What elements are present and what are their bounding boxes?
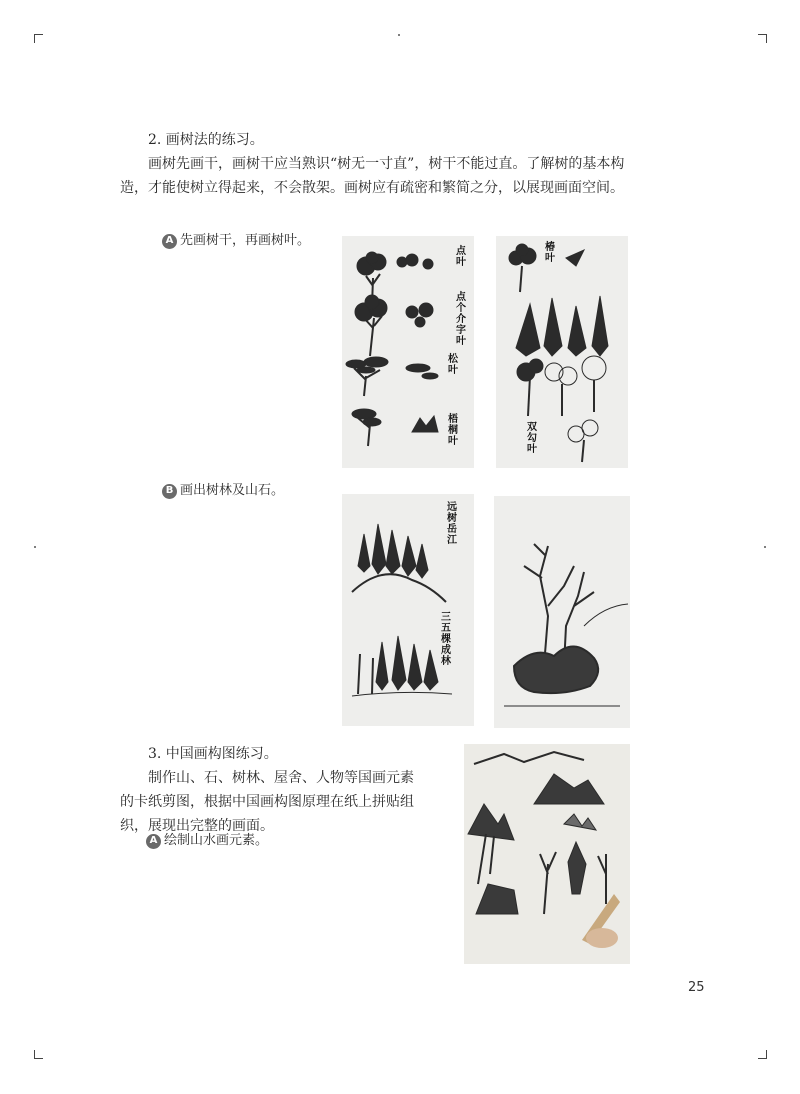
crop-mark-top-left <box>34 34 43 43</box>
registration-dot-right <box>764 546 766 548</box>
caption-a-text: 先画树干，再画树叶。 <box>180 233 311 248</box>
caption-a-badge: A <box>162 234 177 249</box>
forest-study-panel <box>342 494 474 726</box>
registration-dot-left <box>34 546 36 548</box>
caption-b-text: 画出树林及山石。 <box>180 483 285 498</box>
label-yuan-shu-yue-jiang: 远树岳江 <box>447 502 457 546</box>
section-3-line-3: 织，展现出完整的画面。 <box>120 818 274 834</box>
label-shuang-gou-ye: 双勾叶 <box>527 422 537 455</box>
label-san-wu-ke-cheng-lin: 三五棵成林 <box>441 612 451 667</box>
tree-leaf-study-panel-1 <box>342 236 474 468</box>
section-3-heading: 3. 中国画构图练习。 <box>148 746 278 762</box>
label-dian-ye: 点叶 <box>456 246 466 268</box>
crop-mark-top-right <box>758 34 767 43</box>
caption-a-section-3-badge: A <box>146 834 161 849</box>
crop-mark-bottom-right <box>758 1050 767 1059</box>
section-3-line-2: 的卡纸剪图，根据中国画构图原理在纸上拼贴组 <box>120 794 414 810</box>
caption-b <box>162 482 284 500</box>
landscape-elements-drawing <box>464 744 630 964</box>
registration-dot-top <box>398 34 400 36</box>
section-3-line-1: 制作山、石、树林、屋舍、人物等国画元素 <box>148 770 414 786</box>
tree-rock-landscape-panel <box>494 496 630 728</box>
landscape-elements-photo <box>464 744 630 964</box>
caption-a <box>162 232 310 250</box>
label-wu-tong-ye: 梧桐叶 <box>448 414 458 447</box>
tree-leaf-study-drawing-2 <box>496 236 628 468</box>
section-2-heading: 2. 画树法的练习。 <box>148 132 264 148</box>
label-song-ye: 松叶 <box>448 354 458 376</box>
caption-a-section-3-text: 绘制山水画元素。 <box>164 833 269 848</box>
label-chun-ye: 椿叶 <box>545 242 555 264</box>
tree-rock-landscape-drawing <box>494 496 630 728</box>
tree-leaf-study-panel-2 <box>496 236 628 468</box>
caption-a-section-3 <box>146 832 268 850</box>
label-dian-ge-jie-zi-ye: 点个介字叶 <box>456 292 466 347</box>
crop-mark-bottom-left <box>34 1050 43 1059</box>
caption-b-badge: B <box>162 484 177 499</box>
page-number: 25 <box>688 980 705 995</box>
section-2-paragraph-line-2: 造，才能使树立得起来，不会散架。画树应有疏密和繁简之分，以展现画面空间。 <box>120 180 624 196</box>
section-2-paragraph-line-1: 画树先画干，画树干应当熟识“树无一寸直”，树干不能过直。了解树的基本构 <box>148 156 625 172</box>
